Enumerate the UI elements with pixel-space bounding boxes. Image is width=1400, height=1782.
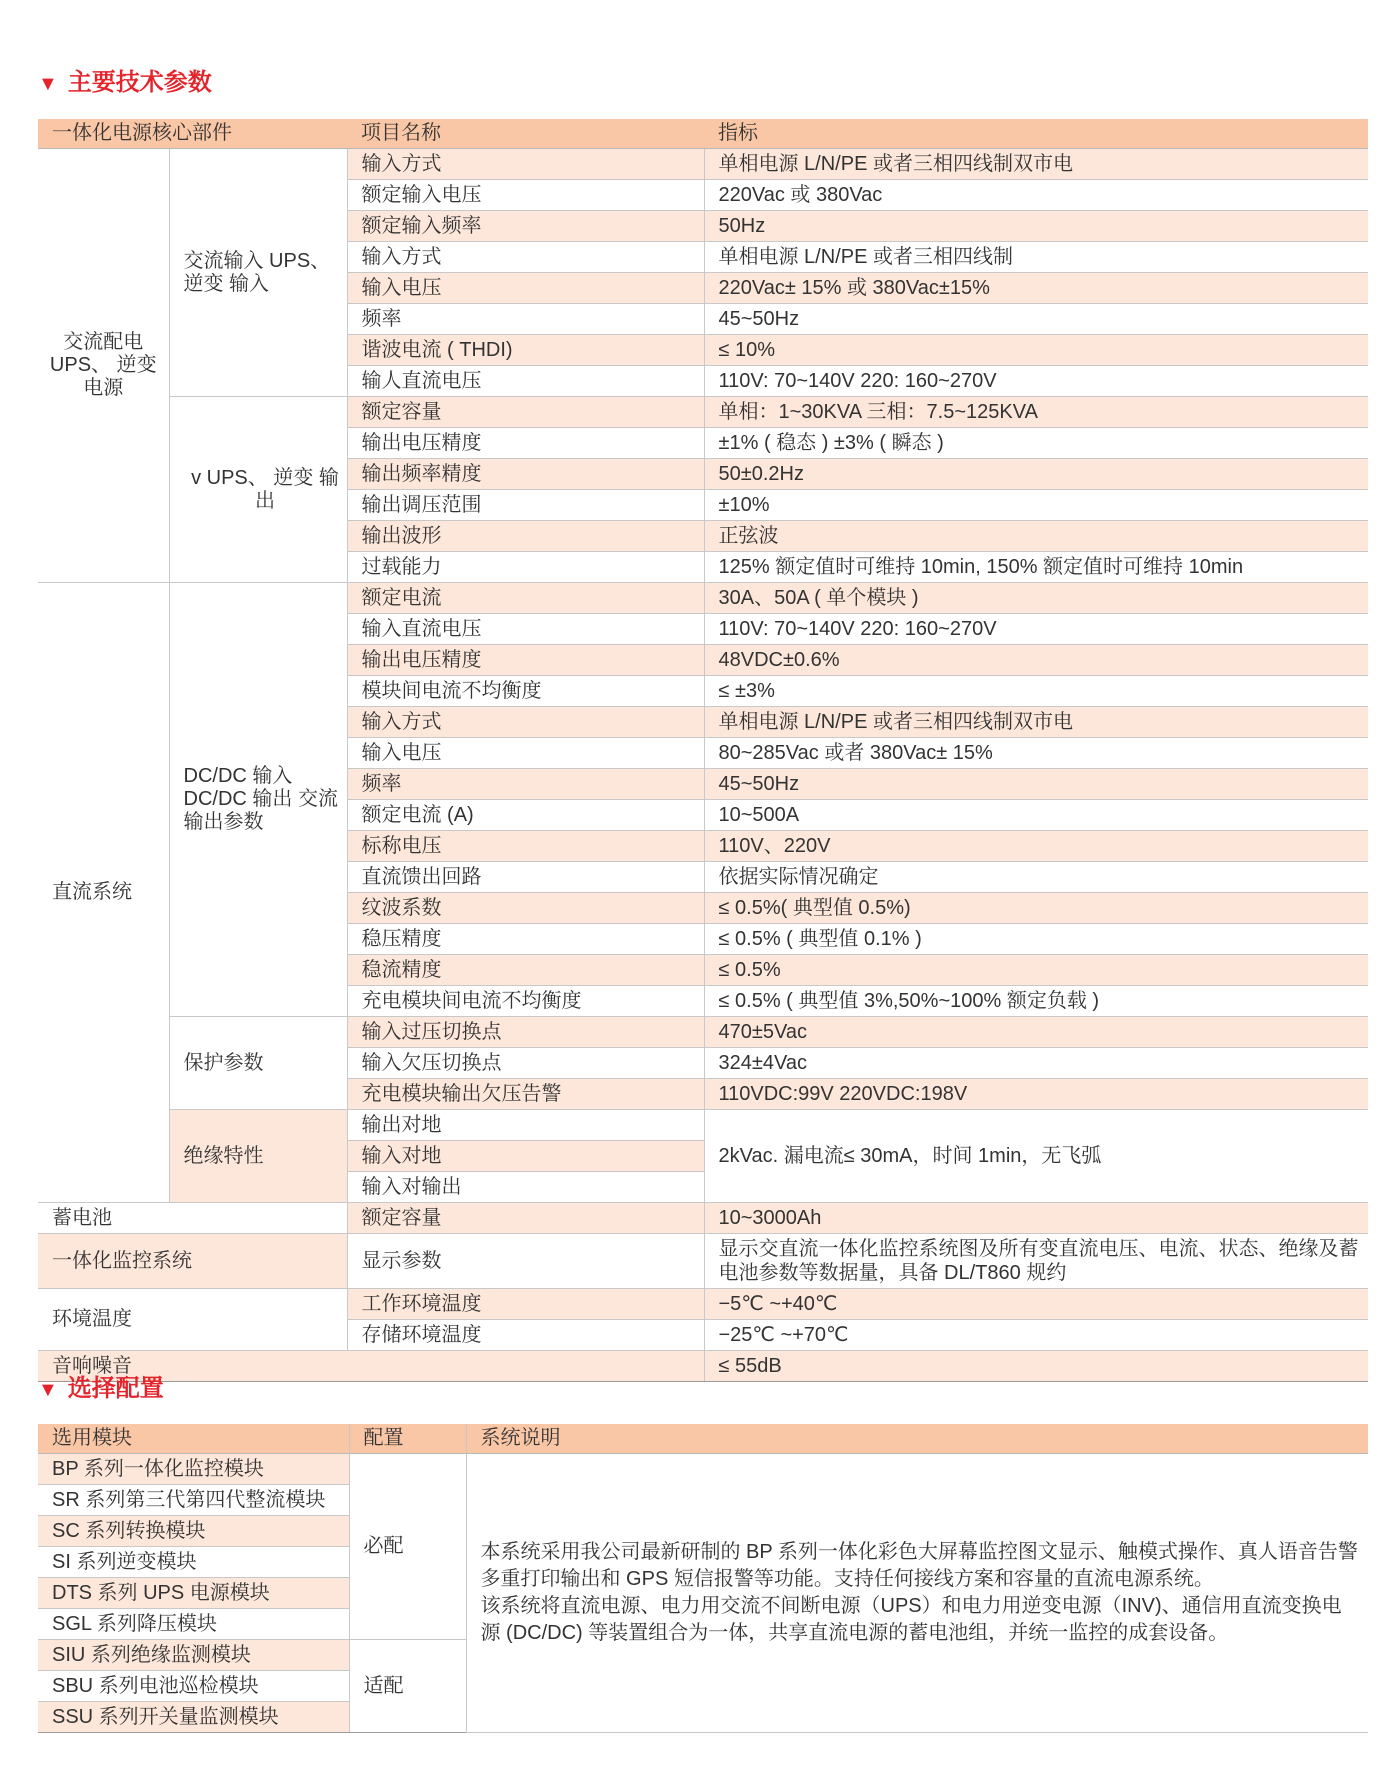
item-value: ≤ 0.5% ( 典型值 0.1% )	[704, 924, 1368, 955]
item-name: 直流馈出回路	[347, 862, 704, 893]
item-name: 输入对地	[347, 1141, 704, 1172]
config-header-row	[38, 1424, 1368, 1454]
section-title-text: 主要技术参数	[67, 69, 212, 96]
item-value: 48VDC±0.6%	[704, 645, 1368, 676]
category-environment: 环境温度	[38, 1289, 347, 1351]
item-name: 频率	[347, 304, 704, 335]
section-title-specs	[38, 62, 212, 97]
category-noise: 音响噪音	[38, 1351, 704, 1382]
config-table	[38, 1424, 1368, 1733]
item-name: 充电模块输出欠压告警	[347, 1079, 704, 1110]
item-name: 显示参数	[347, 1234, 704, 1289]
module-name: SI 系列逆变模块	[38, 1547, 349, 1578]
config-required: 必配	[349, 1454, 466, 1640]
item-value: 45~50Hz	[704, 304, 1368, 335]
spec-row	[38, 1203, 1368, 1234]
item-name: 额定输入频率	[347, 211, 704, 242]
item-value: 110V、220V	[704, 831, 1368, 862]
item-value: 110VDC:99V 220VDC:198V	[704, 1079, 1368, 1110]
item-value: 依据实际情况确定	[704, 862, 1368, 893]
spec-row	[38, 583, 1368, 614]
item-value: ≤ 55dB	[704, 1351, 1368, 1382]
item-name: 模块间电流不均衡度	[347, 676, 704, 707]
item-value: 110V: 70~140V 220: 160~270V	[704, 614, 1368, 645]
item-name: 稳压精度	[347, 924, 704, 955]
item-value: 220Vac± 15% 或 380Vac±15%	[704, 273, 1368, 304]
item-value: 110V: 70~140V 220: 160~270V	[704, 366, 1368, 397]
spec-row	[38, 1289, 1368, 1320]
item-value: 单相电源 L/N/PE 或者三相四线制	[704, 242, 1368, 273]
module-name: SSU 系列开关量监测模块	[38, 1702, 349, 1733]
header-item-name: 项目名称	[347, 119, 704, 149]
item-value: 30A、50A ( 单个模块 )	[704, 583, 1368, 614]
item-name: 充电模块间电流不均衡度	[347, 986, 704, 1017]
item-name: 输入欠压切换点	[347, 1048, 704, 1079]
item-value: 10~3000Ah	[704, 1203, 1368, 1234]
item-value: 10~500A	[704, 800, 1368, 831]
item-value: 50Hz	[704, 211, 1368, 242]
module-name: SC 系列转换模块	[38, 1516, 349, 1547]
module-name: DTS 系列 UPS 电源模块	[38, 1578, 349, 1609]
item-value: 单相电源 L/N/PE 或者三相四线制双市电	[704, 707, 1368, 738]
item-name: 频率	[347, 769, 704, 800]
item-value: 正弦波	[704, 521, 1368, 552]
item-value: 45~50Hz	[704, 769, 1368, 800]
config-optional: 适配	[349, 1640, 466, 1733]
item-name: 额定电流 (A)	[347, 800, 704, 831]
group-dc-params: DC/DC 输入 DC/DC 输出 交流 输出参数	[169, 583, 347, 1017]
item-name: 输出调压范围	[347, 490, 704, 521]
item-name: 稳流精度	[347, 955, 704, 986]
item-name: 额定电流	[347, 583, 704, 614]
module-name: SIU 系列绝缘监测模块	[38, 1640, 349, 1671]
group-protection: 保护参数	[169, 1017, 347, 1110]
item-value: ≤ 0.5%( 典型值 0.5%)	[704, 893, 1368, 924]
item-value: −25℃ ~+70℃	[704, 1320, 1368, 1351]
module-name: BP 系列一体化监控模块	[38, 1454, 349, 1485]
group-ac-output: v UPS、 逆变 输出	[169, 397, 347, 583]
group-insulation: 绝缘特性	[169, 1110, 347, 1203]
category-ac-ups: 交流配电 UPS、 逆变电源	[38, 149, 169, 583]
item-name: 存储环境温度	[347, 1320, 704, 1351]
item-name: 输入过压切换点	[347, 1017, 704, 1048]
spec-row	[38, 149, 1368, 180]
spec-row	[38, 1351, 1368, 1382]
spec-row	[38, 1017, 1368, 1048]
item-name: 输入直流电压	[347, 614, 704, 645]
item-value: −5℃ ~+40℃	[704, 1289, 1368, 1320]
item-name: 输入方式	[347, 242, 704, 273]
section-title-text: 选择配置	[67, 1375, 164, 1402]
spec-table	[38, 119, 1368, 1382]
item-name: 谐波电流 ( THDI)	[347, 335, 704, 366]
item-name: 标称电压	[347, 831, 704, 862]
item-name: 输人直流电压	[347, 366, 704, 397]
insulation-value: 2kVac. 漏电流≤ 30mA，时间 1min，无飞弧	[704, 1110, 1368, 1203]
item-value: 125% 额定值时可维持 10min, 150% 额定值时可维持 10min	[704, 552, 1368, 583]
item-name: 输出电压精度	[347, 645, 704, 676]
section-title-config	[38, 1368, 164, 1403]
item-value: ±10%	[704, 490, 1368, 521]
item-name: 过载能力	[347, 552, 704, 583]
item-value: 50±0.2Hz	[704, 459, 1368, 490]
header-description: 系统说明	[466, 1424, 1368, 1454]
item-name: 输入对输出	[347, 1172, 704, 1203]
item-name: 输出频率精度	[347, 459, 704, 490]
item-value: ±1% ( 稳态 ) ±3% ( 瞬态 )	[704, 428, 1368, 459]
group-ac-input: 交流输入 UPS、逆变 输入	[169, 149, 347, 397]
item-value: ≤ ±3%	[704, 676, 1368, 707]
module-name: SGL 系列降压模块	[38, 1609, 349, 1640]
item-value: 470±5Vac	[704, 1017, 1368, 1048]
spec-row	[38, 1234, 1368, 1289]
category-battery: 蓄电池	[38, 1203, 347, 1234]
item-name: 额定容量	[347, 1203, 704, 1234]
header-indicator: 指标	[704, 119, 1368, 149]
item-name: 输出波形	[347, 521, 704, 552]
item-value: 单相电源 L/N/PE 或者三相四线制双市电	[704, 149, 1368, 180]
item-name: 额定容量	[347, 397, 704, 428]
module-name: SR 系列第三代第四代整流模块	[38, 1485, 349, 1516]
item-name: 输入电压	[347, 738, 704, 769]
spec-row	[38, 397, 1368, 428]
item-value: ≤ 10%	[704, 335, 1368, 366]
item-value: 显示交直流一体化监控系统图及所有变直流电压、电流、状态、绝缘及蓄电池参数等数据量，具备 DL/T860 规约	[704, 1234, 1368, 1289]
item-value: 220Vac 或 380Vac	[704, 180, 1368, 211]
item-value: 324±4Vac	[704, 1048, 1368, 1079]
item-name: 输入电压	[347, 273, 704, 304]
item-name: 输出对地	[347, 1110, 704, 1141]
item-name: 工作环境温度	[347, 1289, 704, 1320]
item-value: ≤ 0.5% ( 典型值 3%,50%~100% 额定负载 )	[704, 986, 1368, 1017]
spec-row	[38, 1110, 1368, 1141]
header-config: 配置	[349, 1424, 466, 1454]
triangle-down-icon: ▼	[38, 73, 58, 95]
config-row	[38, 1454, 1368, 1485]
system-description: 本系统采用我公司最新研制的 BP 系列一体化彩色大屏幕监控图文显示、触模式操作、真人语音告警多重打印输出和 GPS 短信报警等功能。支持任何接线方案和容量的直流电源系统。 该系统将直流电源、电力用交流不间断电源（UPS）和电力用逆变电源（INV)、通信用直流变换电源 (DC/DC) 等装置组合为一体，共享直流电源的蓄电池组，并统一监控的成套设备。	[466, 1454, 1368, 1733]
item-value: 单相：1~30KVA 三相：7.5~125KVA	[704, 397, 1368, 428]
spec-header-row	[38, 119, 1368, 149]
item-value: ≤ 0.5%	[704, 955, 1368, 986]
item-name: 输入方式	[347, 707, 704, 738]
header-component: 一体化电源核心部件	[38, 119, 347, 149]
category-dc-system: 直流系统	[38, 583, 169, 1203]
module-name: SBU 系列电池巡检模块	[38, 1671, 349, 1702]
item-name: 输出电压精度	[347, 428, 704, 459]
item-name: 输入方式	[347, 149, 704, 180]
header-module: 选用模块	[38, 1424, 349, 1454]
item-name: 额定输入电压	[347, 180, 704, 211]
item-name: 纹波系数	[347, 893, 704, 924]
triangle-down-icon: ▼	[38, 1379, 58, 1401]
category-monitor: 一体化监控系统	[38, 1234, 347, 1289]
item-value: 80~285Vac 或者 380Vac± 15%	[704, 738, 1368, 769]
